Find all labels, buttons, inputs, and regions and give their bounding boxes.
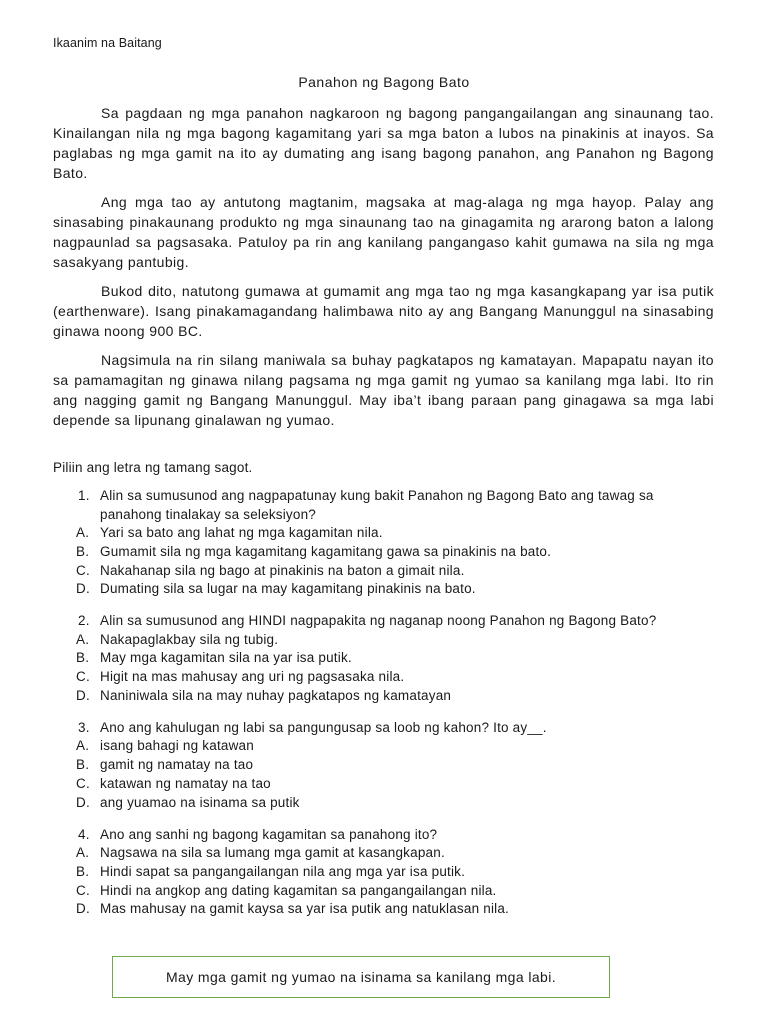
question-number: 3.: [78, 719, 90, 735]
question-2: [53, 612, 714, 706]
reading-passage: [53, 103, 714, 439]
choice-list: [53, 631, 714, 706]
choice-text: katawan ng namatay na tao: [100, 775, 271, 791]
question-list: [53, 487, 714, 919]
choice-text: Nagsawa na sila sa lumang mga gamit at kasangkapan.: [100, 845, 445, 861]
choice-item: [53, 756, 714, 775]
choice-item: [53, 631, 714, 650]
choice-text: ang yuamao na isinama sa putik: [100, 794, 300, 810]
choice-letter: D.: [76, 581, 90, 597]
choice-text: Gumamit sila ng mga kagamitang kagamitang gawa sa pinakinis na bato.: [100, 543, 552, 559]
passage-paragraph-4: Nagsimula na rin silang maniwala sa buhay pagkatapos ng kamatayan. Mapapatu nayan ito sa pamamagitan ng ginawa nilang pagsama ng mga gamit ng yumao sa kanilang mga labi. Ito rin ang nagging gamit ng Bangang Manunggul. May iba’t ibang paraan pang ginagawa sa mga labi depende sa lipunang ginalawan ng yumao.: [53, 352, 714, 428]
choice-item: [53, 687, 714, 706]
choice-letter: B.: [76, 543, 90, 559]
choice-letter: C.: [76, 562, 90, 578]
passage-paragraph-2: Ang mga tao ay antutong magtanim, magsaka at mag-alaga ng mga hayop. Palay ang sinasabing pinakaunang produkto ng mga sinaunang tao na ginagamita ng ararong baton a lalong nagpaunlad sa pagsasaka. Patuloy pa rin ang kanilang pangangaso kahit gumawa na sila ng mga sasakyang pantubig.: [53, 194, 714, 270]
question-1: [53, 487, 714, 599]
choice-letter: A.: [76, 525, 90, 540]
question-number: 1.: [78, 488, 90, 503]
choice-item: [53, 794, 714, 813]
choice-letter: A.: [76, 845, 90, 861]
sentence-box: [112, 956, 610, 998]
choice-letter: D.: [76, 901, 90, 917]
choice-text: Higit na mas mahusay ang uri ng pagsasaka nila.: [100, 669, 405, 685]
choice-list: [53, 844, 714, 919]
choice-item: [53, 580, 714, 599]
choice-item: [53, 900, 714, 919]
choice-letter: C.: [76, 669, 90, 685]
choice-item: [53, 882, 714, 901]
choice-text: gamit ng namatay na tao: [100, 757, 254, 773]
choice-letter: D.: [76, 688, 90, 704]
choice-item: [53, 668, 714, 687]
choice-text: Hindi na angkop ang dating kagamitan sa pangangailangan nila.: [100, 882, 497, 898]
passage-paragraph-1: Sa pagdaan ng mga panahon nagkaroon ng bagong pangangailangan ang sinaunang tao. Kinailangan nila ng mga bagong kagamitang yari sa mga baton a lubos na pinakinis at inayos. Sa paglabas ng mga gamit na ito ay dumating ang isang bagong panahon, ang Panahon ng Bagong Bato.: [53, 105, 714, 181]
choice-letter: C.: [76, 882, 90, 898]
choice-letter: D.: [76, 794, 90, 810]
choice-text: May mga kagamitan sila na yar isa putik.: [100, 650, 352, 666]
choice-text: Naniniwala sila na may nuhay pagkatapos ng kamatayan: [100, 688, 452, 704]
choice-text: Dumating sila sa lugar na may kagamitang pinakinis na bato.: [100, 581, 476, 597]
question-text: Alin sa sumusunod ang HINDI nagpapakita ng naganap noong Panahon ng Bagong Bato?: [100, 613, 657, 629]
choice-item: [53, 524, 714, 543]
choice-text: Mas mahusay na gamit kaysa sa yar isa putik ang natuklasan nila.: [100, 901, 510, 917]
choice-text: Hindi sapat sa pangangailangan nila ang mga yar isa putik.: [100, 863, 466, 879]
choice-letter: B.: [76, 863, 90, 879]
quiz-instructions: Piliin ang letra ng tamang sagot.: [53, 460, 253, 475]
choice-item: [53, 649, 714, 668]
choice-letter: A.: [76, 738, 90, 754]
choice-text: Nakapaglakbay sila ng tubig.: [100, 631, 279, 647]
choice-letter: B.: [76, 650, 90, 666]
question-text: Alin sa sumusunod ang nagpapatunay kung bakit Panahon ng Bagong Bato ang tawag sa panahong tinalakay sa seleksiyon?: [100, 488, 654, 522]
question-number: 2.: [78, 613, 90, 629]
choice-item: [53, 737, 714, 756]
choice-list: [53, 524, 714, 599]
question-4: [53, 826, 714, 920]
choice-text: Nakahanap sila ng bago at pinakinis na baton a gimait nila.: [100, 562, 465, 578]
question-3: [53, 719, 714, 813]
choice-letter: A.: [76, 631, 90, 647]
question-number: 4.: [78, 826, 90, 842]
choice-item: [53, 562, 714, 581]
question-text: Ano ang sanhi ng bagong kagamitan sa panahong ito?: [100, 826, 438, 842]
question-text: Ano ang kahulugan ng labi sa pangungusap sa loob ng kahon? Ito ay__.: [100, 719, 547, 735]
choice-text: isang bahagi ng katawan: [100, 738, 254, 754]
choice-letter: B.: [76, 757, 90, 773]
sentence-box-text: May mga gamit ng yumao na isinama sa kanilang mga labi.: [165, 969, 557, 985]
grade-label: Ikaanim na Baitang: [53, 36, 162, 50]
choice-item: [53, 844, 714, 863]
choice-item: [53, 863, 714, 882]
choice-item: [53, 543, 714, 562]
choice-item: [53, 775, 714, 794]
choice-text: Yari sa bato ang lahat ng mga kagamitan nila.: [100, 525, 383, 540]
choice-letter: C.: [76, 775, 90, 791]
passage-paragraph-3: Bukod dito, natutong gumawa at gumamit ang mga tao ng mga kasangkapang yar isa putik (earthenware). Isang pinakamagandang halimbawa nito ay ang Bangang Manunggul na sinasabing ginawa noong 900 BC.: [53, 283, 714, 339]
choice-list: [53, 737, 714, 812]
page-title: Panahon ng Bagong Bato: [298, 74, 470, 90]
